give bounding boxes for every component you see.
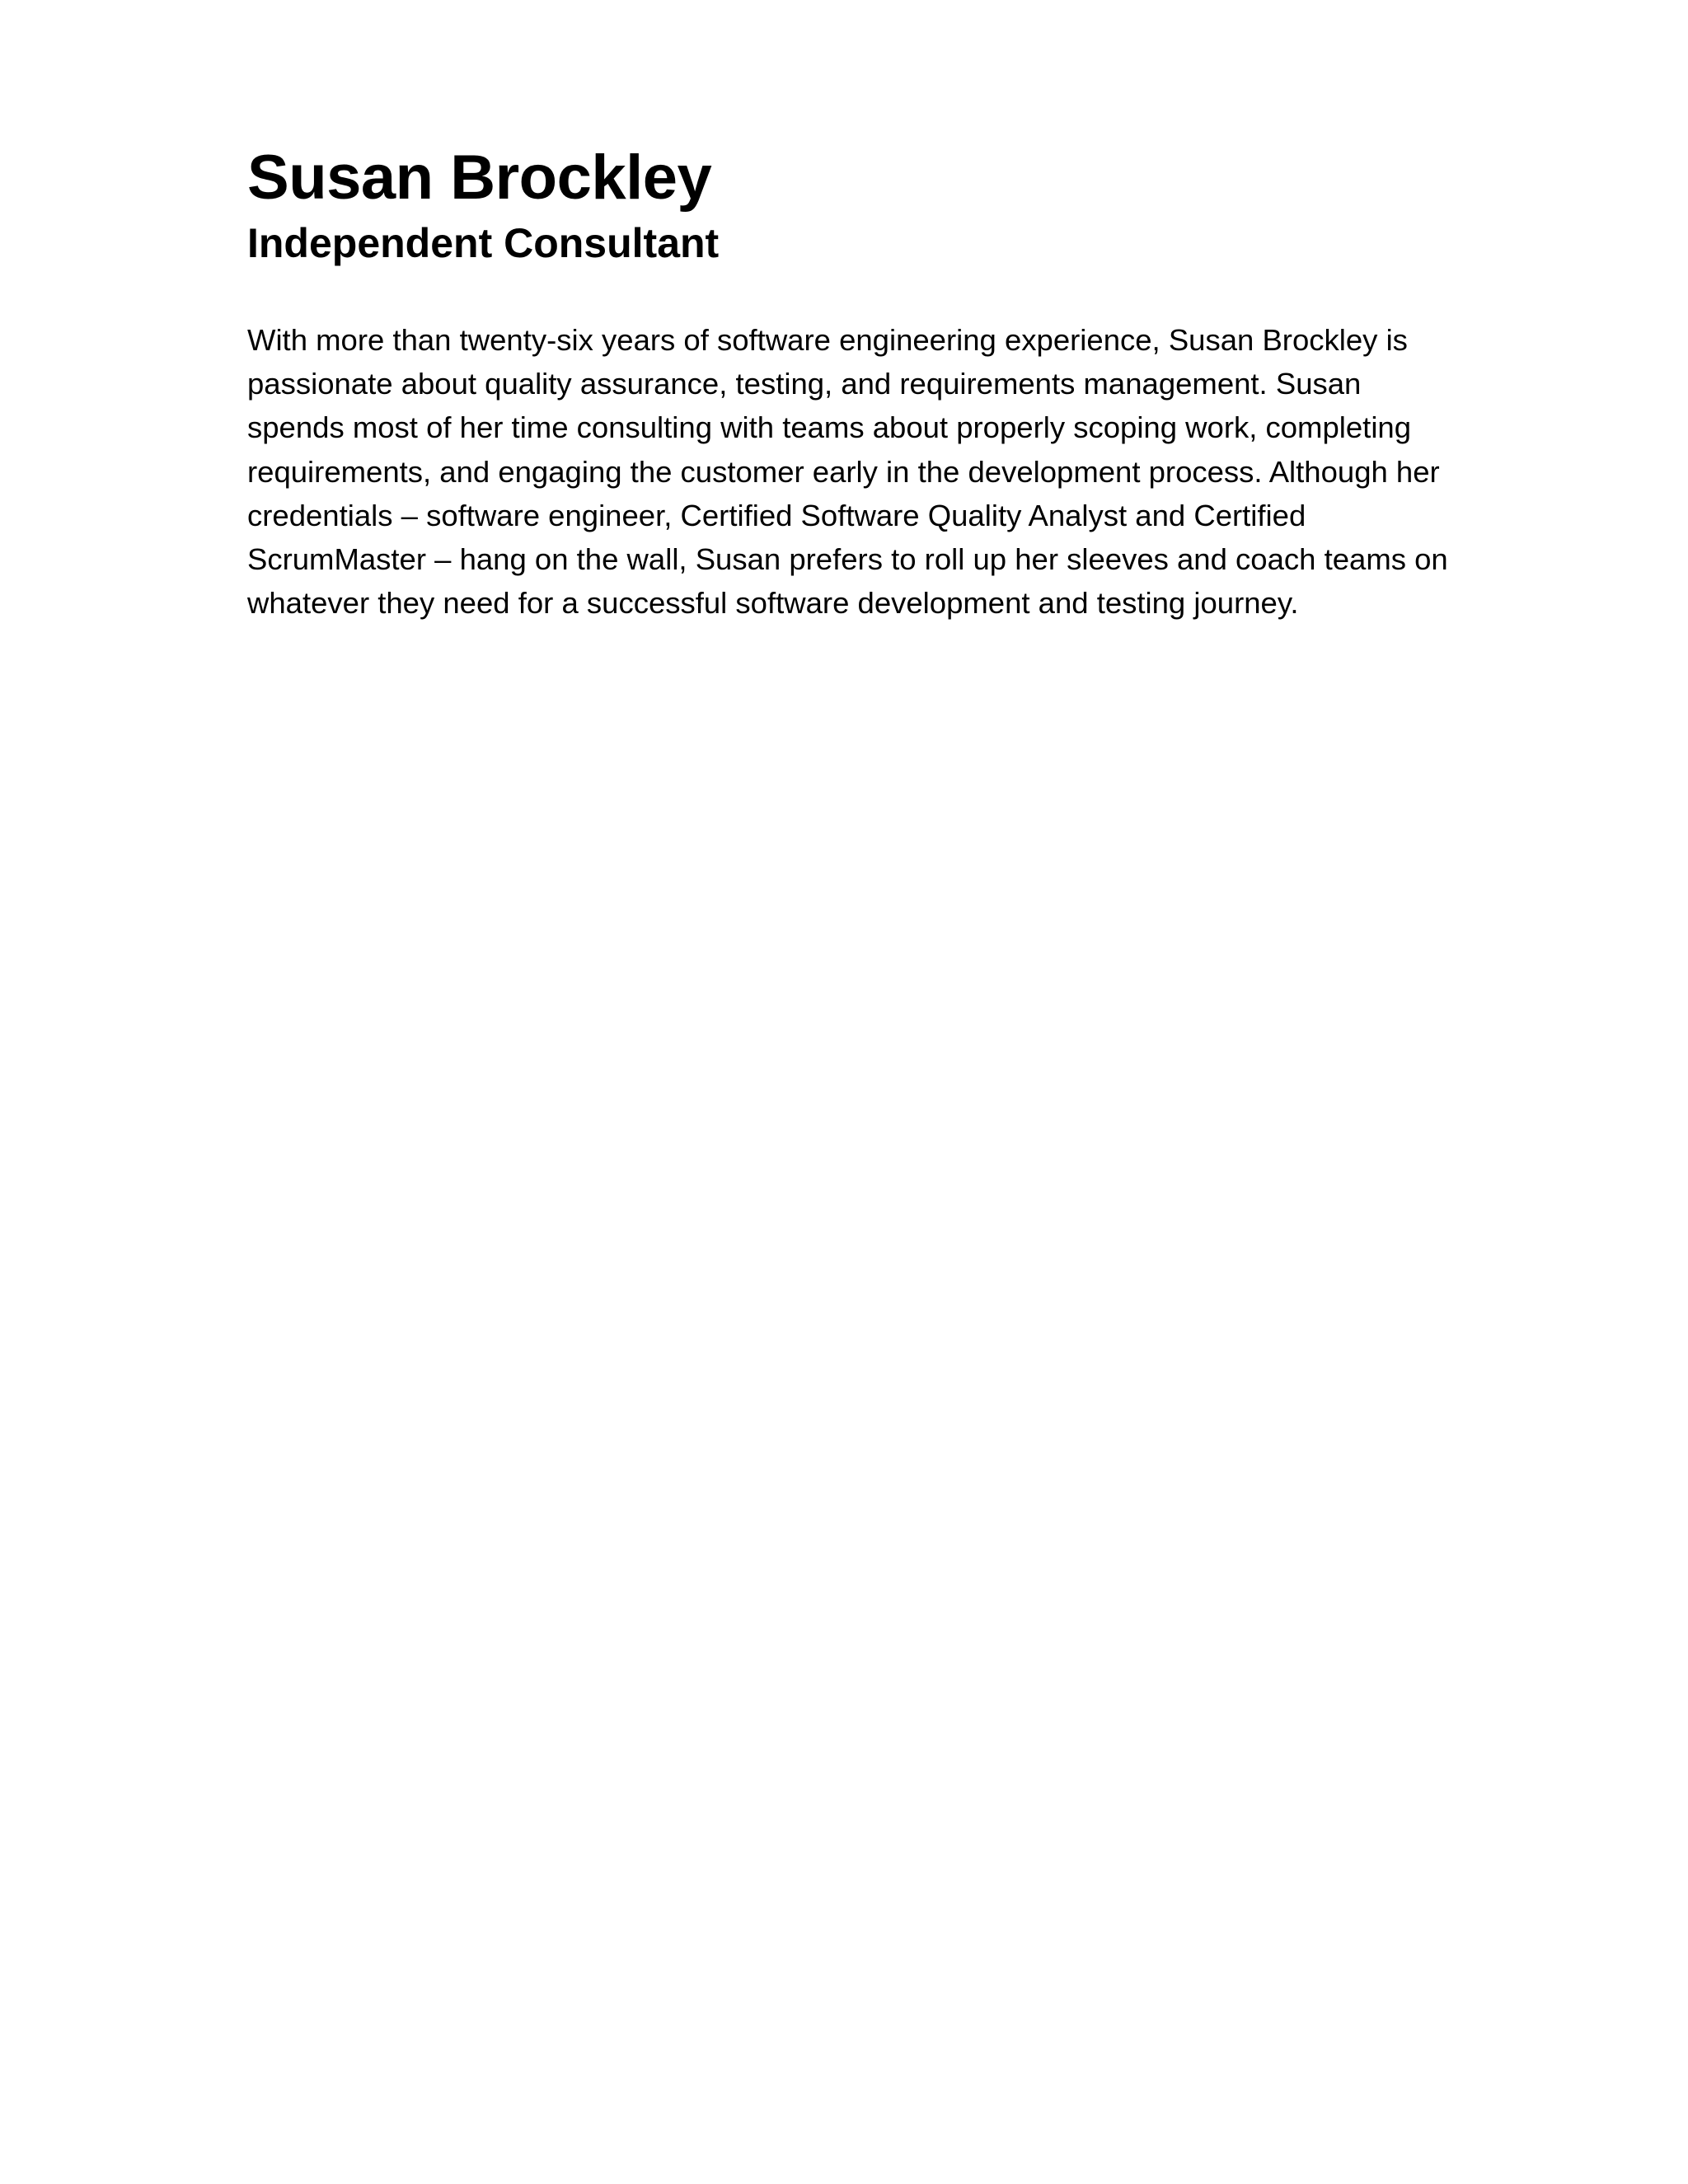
person-role: Independent Consultant (247, 220, 720, 266)
bio-paragraph: With more than twenty-six years of software engineering experience, Susan Brockley is passionate about quality assurance, testing, and requirements management. Susan spends most of her time consulting with teams about properly scoping work, completing requirements, and engaging the customer early in the development process. Although her credentials – software engineer, Certified Software Quality Analyst and Certified ScrumMaster – hang on the wall, Susan prefers to roll up her sleeves and coach teams on whatever they need for a successful software development and testing journey. (247, 323, 1448, 621)
bio-section (247, 140, 1451, 625)
person-name: Susan Brockley (247, 143, 712, 213)
